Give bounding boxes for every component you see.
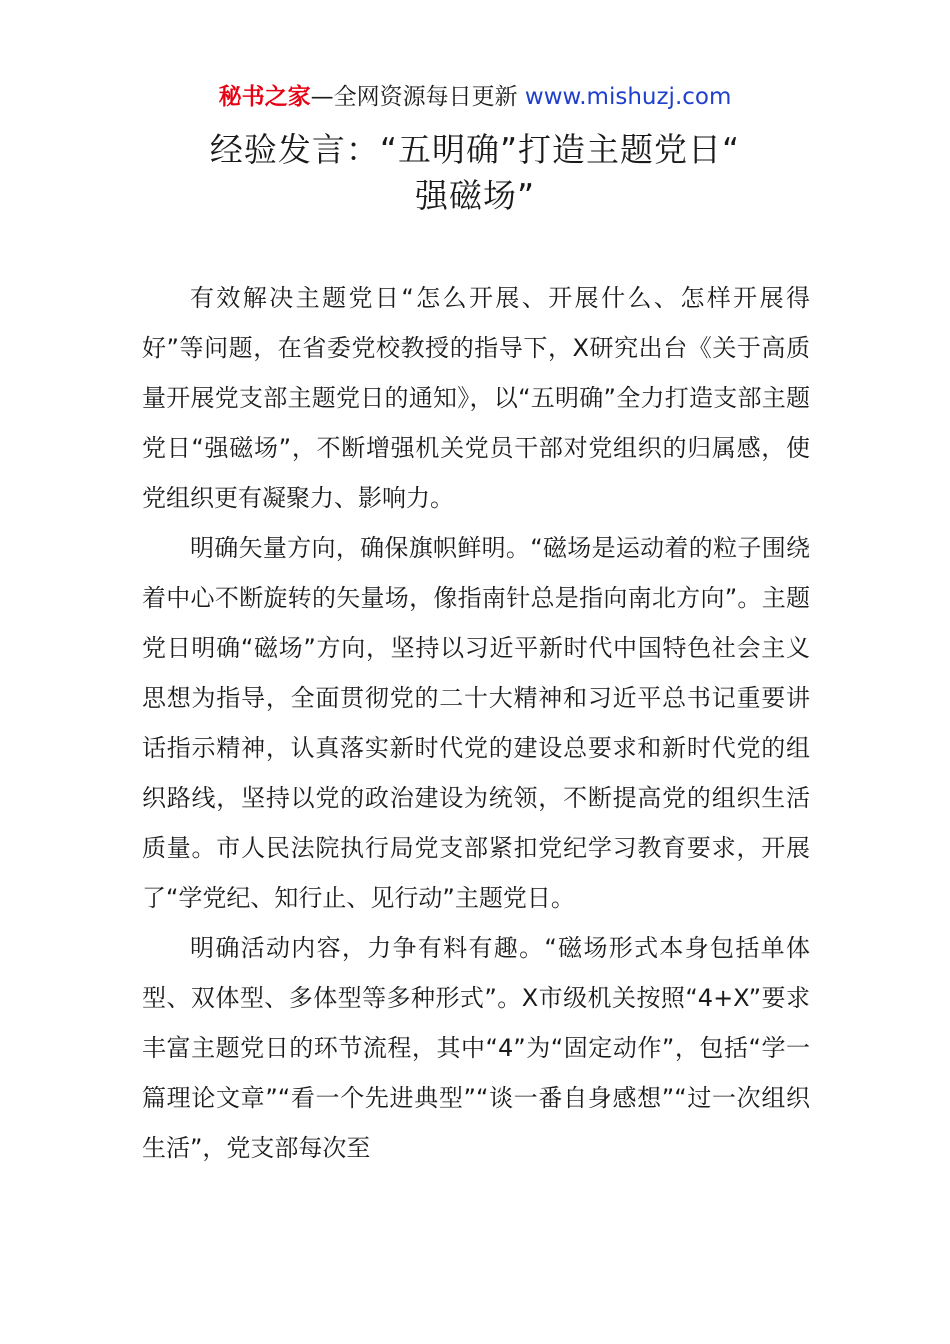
document-body	[142, 273, 810, 1173]
brand-name: 秘书之家	[218, 84, 311, 110]
paragraph-direction: 明确矢量方向，确保旗帜鲜明。“磁场是运动着的粒子围绕着中心不断旋转的矢量场，像指南针总是指向南北方向”。主题党日明确“磁场”方向，坚持以习近平新时代中国特色社会主义思想为指导，全面贯彻党的二十大精神和习近平总书记重要讲话指示精神，认真落实新时代党的建设总要求和新时代党的组织路线，坚持以党的政治建设为统领，不断提高党的组织生活质量。市人民法院执行局党支部紧扣党纪学习教育要求，开展了“学党纪、知行止、见行动”主题党日。	[142, 534, 810, 912]
title-line-1: 经验发言：“五明确”打造主题党日“	[209, 130, 741, 169]
paragraph-intro: 有效解决主题党日“怎么开展、开展什么、怎样开展得好”等问题，在省委党校教授的指导下，X研究出台《关于高质量开展党支部主题党日的通知》，以“五明确”全力打造支部主题党日“强磁场”，不断增强机关党员干部对党组织的归属感，使党组织更有凝聚力、影响力。	[142, 284, 810, 512]
paragraph-content: 明确活动内容，力争有料有趣。“磁场形式本身包括单体型、双体型、多体型等多种形式”。X市级机关按照“4+X”要求丰富主题党日的环节流程，其中“4”为“固定动作”，包括“学一篇理论文章”“看一个先进典型”“谈一番自身感想”“过一次组织生活”，党支部每次至	[142, 934, 810, 1162]
header-tagline: —全网资源每日更新	[310, 84, 525, 110]
document-title	[100, 127, 850, 219]
site-header	[0, 80, 950, 114]
site-url-link[interactable]: www.mishuzj.com	[524, 84, 732, 110]
title-line-2: 强磁场”	[414, 176, 536, 215]
